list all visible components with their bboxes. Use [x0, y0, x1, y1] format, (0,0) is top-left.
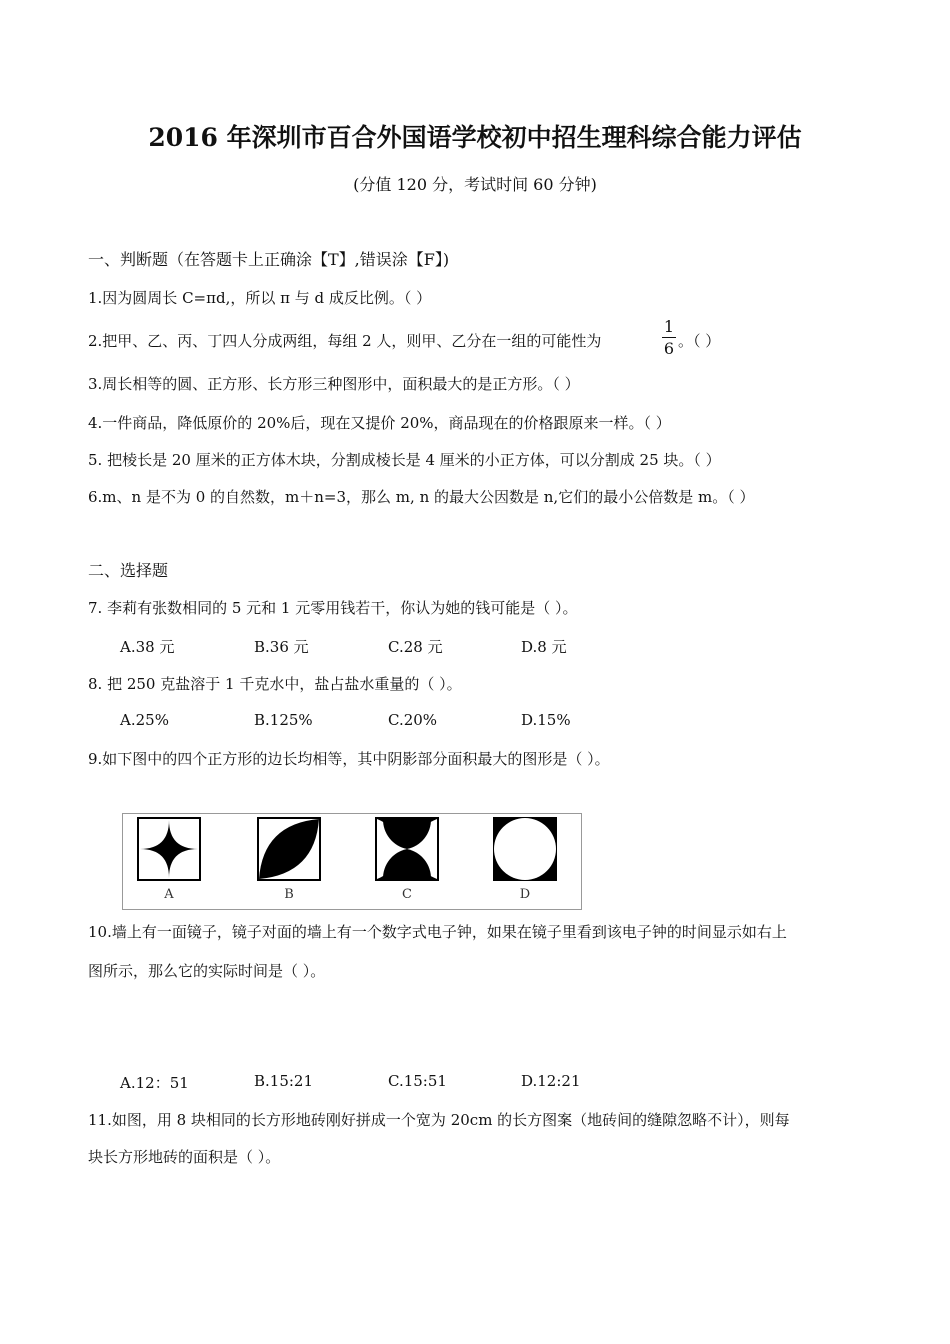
fraction-one-sixth — [662, 317, 676, 358]
q8-option-c: C.20% — [388, 711, 438, 729]
figure-b-lens — [258, 818, 320, 880]
question-2-tail: 。（ ） — [678, 332, 721, 350]
q8-option-d: D.15% — [521, 711, 571, 729]
question-4: 4.一件商品，降低原价的 20%后，现在又提价 20%，商品现在的价格跟原来一样。（ ） — [88, 414, 671, 432]
page-title: 2016 年深圳市百合外国语学校初中招生理科综合能力评估 — [148, 123, 802, 152]
q8-option-b: B.125% — [254, 711, 313, 729]
question-11-line1: 11.如图，用 8 块相同的长方形地砖刚好拼成一个宽为 20cm 的长方图案（地砖间的缝隙忽略不计），则每 — [88, 1111, 790, 1129]
section2-heading: 二、选择题 — [88, 561, 169, 580]
q7-option-a: A.38 元 — [120, 638, 175, 656]
question-10-line1: 10.墙上有一面镜子，镜子对面的墙上有一个数字式电子钟，如果在镜子里看到该电子钟的时间显示如右上 — [88, 923, 787, 941]
question-9: 9.如下图中的四个正方形的边长均相等，其中阴影部分面积最大的图形是（ ）。 — [88, 750, 610, 768]
q9-figure — [122, 813, 582, 910]
question-2: 2.把甲、乙、丙、丁四人分成两组，每组 2 人，则甲、乙分在一组的可能性为 — [88, 332, 602, 350]
figure-c-label: C — [402, 887, 412, 902]
fraction-bar — [662, 337, 676, 338]
question-5: 5. 把棱长是 20 厘米的正方体木块，分割成棱长是 4 厘米的小正方体，可以分割成 25 块。（ ） — [88, 451, 721, 469]
question-11-line2: 块长方形地砖的面积是（ ）。 — [88, 1148, 281, 1166]
figure-d-corners — [494, 818, 556, 880]
question-10-line2: 图所示，那么它的实际时间是（ ）。 — [88, 962, 326, 980]
q8-option-a: A.25% — [120, 711, 169, 729]
fraction-denominator: 6 — [663, 339, 675, 358]
q7-option-d: D.8 元 — [521, 638, 567, 656]
q7-option-b: B.36 元 — [254, 638, 309, 656]
figure-b-label: B — [284, 887, 294, 902]
q10-option-d: D.12:21 — [521, 1072, 581, 1090]
q10-option-b: B.15:21 — [254, 1072, 314, 1090]
q7-option-c: C.28 元 — [388, 638, 443, 656]
q10-option-c: C.15:51 — [388, 1072, 447, 1090]
question-7: 7. 李莉有张数相同的 5 元和 1 元零用钱若干，你认为她的钱可能是（ ）。 — [88, 599, 578, 617]
section1-heading: 一、判断题（在答题卡上正确涂【T】,错误涂【F】) — [88, 250, 450, 269]
figure-a-star — [138, 818, 200, 880]
q10-option-a: A.12：51 — [120, 1074, 189, 1092]
page-subtitle: (分值 120 分，考试时间 60 分钟) — [353, 175, 597, 194]
question-8: 8. 把 250 克盐溶于 1 千克水中，盐占盐水重量的（ ）。 — [88, 675, 462, 693]
question-1: 1.因为圆周长 C=πd,，所以 π 与 d 成反比例。（ ） — [88, 289, 432, 307]
figure-c-hourglass — [376, 818, 438, 880]
figure-a-label: A — [164, 887, 174, 902]
fraction-numerator: 1 — [663, 317, 675, 336]
figure-d-label: D — [519, 887, 531, 902]
question-6: 6.m、n 是不为 0 的自然数，m＋n=3，那么 m, n 的最大公因数是 n,它们的最小公倍数是 m。（ ） — [88, 488, 755, 506]
question-3: 3.周长相等的圆、正方形、长方形三种图形中，面积最大的是正方形。（ ） — [88, 375, 580, 393]
